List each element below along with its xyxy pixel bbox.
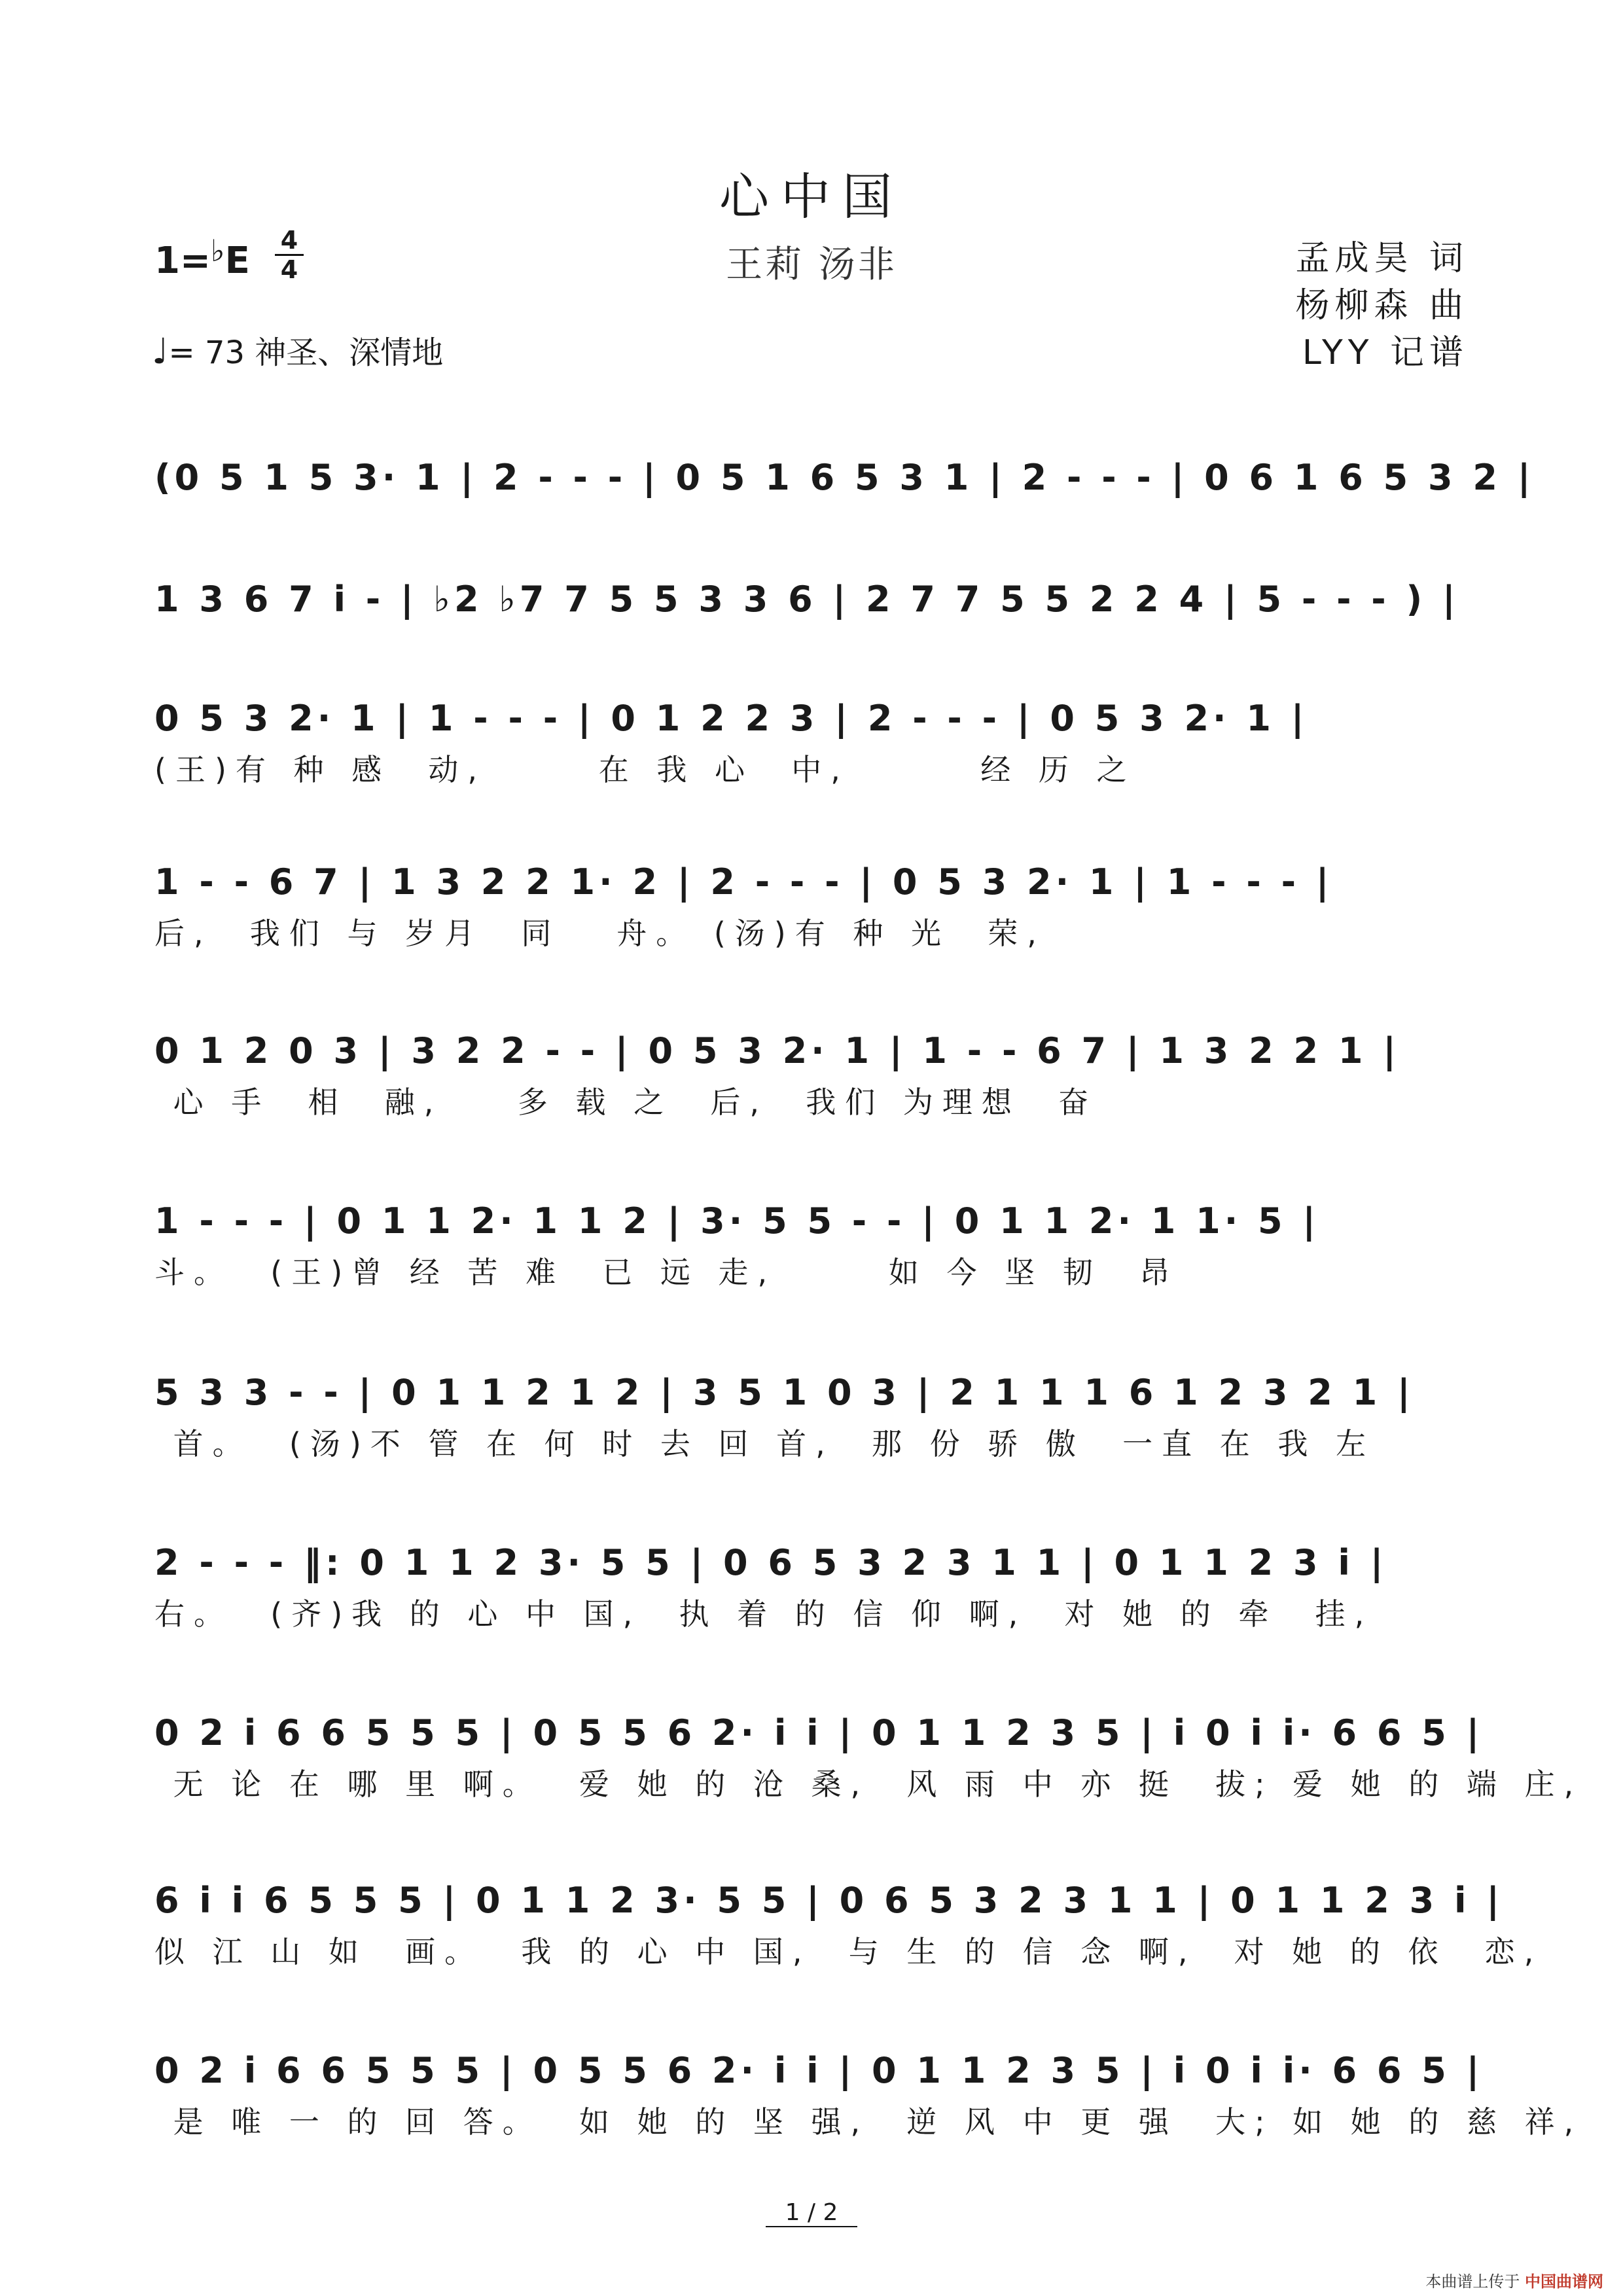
notation-line: 0 5 3 2· 1 | 1 - - - | 0 1 2 2 3 | 2 - - - | 0 5 3 2· 1 | [154, 698, 1308, 739]
tempo-text: = 73 神圣、深情地 [168, 334, 444, 371]
score-row [154, 698, 1471, 842]
page-title: 心中国 [719, 168, 904, 226]
score-row [154, 1542, 1471, 1686]
notation-line: 6 i i 6 5 5 5 | 0 1 1 2 3· 5 5 | 0 6 5 3 2 3 1 1 | 0 1 1 2 3 i | [154, 1880, 1504, 1921]
lyrics-line: 首。 (汤)不 管 在 何 时 去 回 首, 那 份 骄 傲 一直 在 我 左 [154, 1426, 1375, 1462]
tempo-marking [152, 327, 443, 372]
lyrics-line: 似 江 山 如 画。 我 的 心 中 国, 与 生 的 信 念 啊, 对 她 的 依 恋, [154, 1934, 1543, 1969]
notation-line: 1 3 6 7 i - | ♭2 ♭7 7 5 5 3 3 6 | 2 7 7 5 5 2 2 4 | 5 - - - ) | [154, 579, 1459, 620]
notation-line: 1 - - - | 0 1 1 2· 1 1 2 | 3· 5 5 - - | 0 1 1 2· 1 1· 5 | [154, 1200, 1320, 1242]
transcriber-credit: LYY 记谱 [1302, 333, 1469, 372]
meter-top: 4 [280, 226, 298, 255]
quarter-note-icon: ♩ [152, 331, 169, 372]
page-number-text: 1 / 2 [766, 2199, 858, 2227]
key-letter: E [224, 240, 250, 282]
key-prefix: 1= [154, 240, 211, 282]
lyrics-line: 后, 我们 与 岁月 同 舟。 (汤)有 种 光 荣, [154, 916, 1046, 951]
lyrics-line: 无 论 在 哪 里 啊。 爱 她 的 沧 桑, 风 雨 中 亦 挺 拔; 爱 她 的 端 庄, [154, 1767, 1583, 1802]
score-row [154, 1712, 1583, 1856]
notation-line: 0 2 i 6 6 5 5 5 | 0 5 5 6 2· i i | 0 1 1 2 3 5 | i 0 i i· 6 6 5 | [154, 1712, 1484, 1753]
score-row [154, 1880, 1543, 2024]
page-number [0, 2199, 1623, 2226]
notation-line: 1 - - 6 7 | 1 3 2 2 1· 2 | 2 - - - | 0 5 3 2· 1 | 1 - - - | [154, 861, 1333, 903]
score-row [154, 1030, 1471, 1174]
notation-line: 0 2 i 6 6 5 5 5 | 0 5 5 6 2· i i | 0 1 1 2 3 5 | i 0 i i· 6 6 5 | [154, 2050, 1484, 2091]
site-brand-logo[interactable]: 中国曲谱网 [1525, 2272, 1603, 2291]
score-row [154, 861, 1471, 1005]
singers: 王莉 汤非 [726, 243, 897, 286]
score-row [154, 1372, 1471, 1516]
notation-line: (0 5 1 5 3· 1 | 2 - - - | 0 5 1 6 5 3 1 | 2 - - - | 0 6 1 6 5 3 2 | [154, 457, 1535, 498]
flat-sign: ♭ [210, 233, 225, 268]
notation-line: 2 - - - ‖: 0 1 1 2 3· 5 5 | 0 6 5 3 2 3 1 1 | 0 1 1 2 3 i | [154, 1542, 1387, 1583]
lyrics-line: (王)有 种 感 动, 在 我 心 中, 经 历 之 [154, 752, 1136, 787]
notation-line: 0 1 2 0 3 | 3 2 2 - - | 0 5 3 2· 1 | 1 - - 6 7 | 1 3 2 2 1 | [154, 1030, 1400, 1071]
meter-bottom: 4 [275, 254, 304, 283]
lyrics-line: 右。 (齐)我 的 心 中 国, 执 着 的 信 仰 啊, 对 她 的 牵 挂, [154, 1596, 1374, 1632]
uploader-note: 本曲谱上传于 [1425, 2272, 1520, 2291]
lyrics-line: 斗。 (王)曾 经 苦 难 已 远 走, 如 今 坚 韧 昂 [154, 1255, 1179, 1290]
site-footer [1425, 2269, 1603, 2291]
lyrics-line: 是 唯 一 的 回 答。 如 她 的 坚 强, 逆 风 中 更 强 大; 如 她 的 慈 祥, [154, 2104, 1583, 2140]
composer-credit: 杨柳森 曲 [1295, 286, 1469, 325]
lyrics-line: 心 手 相 融, 多 载 之 后, 我们 为理想 奋 [154, 1085, 1098, 1120]
lyricist-credit: 孟成昊 词 [1295, 239, 1469, 278]
score-row [154, 1200, 1471, 1344]
score-row [154, 2050, 1583, 2194]
notation-line: 5 3 3 - - | 0 1 1 2 1 2 | 3 5 1 0 3 | 2 1 1 1 6 1 2 3 2 1 | [154, 1372, 1414, 1413]
